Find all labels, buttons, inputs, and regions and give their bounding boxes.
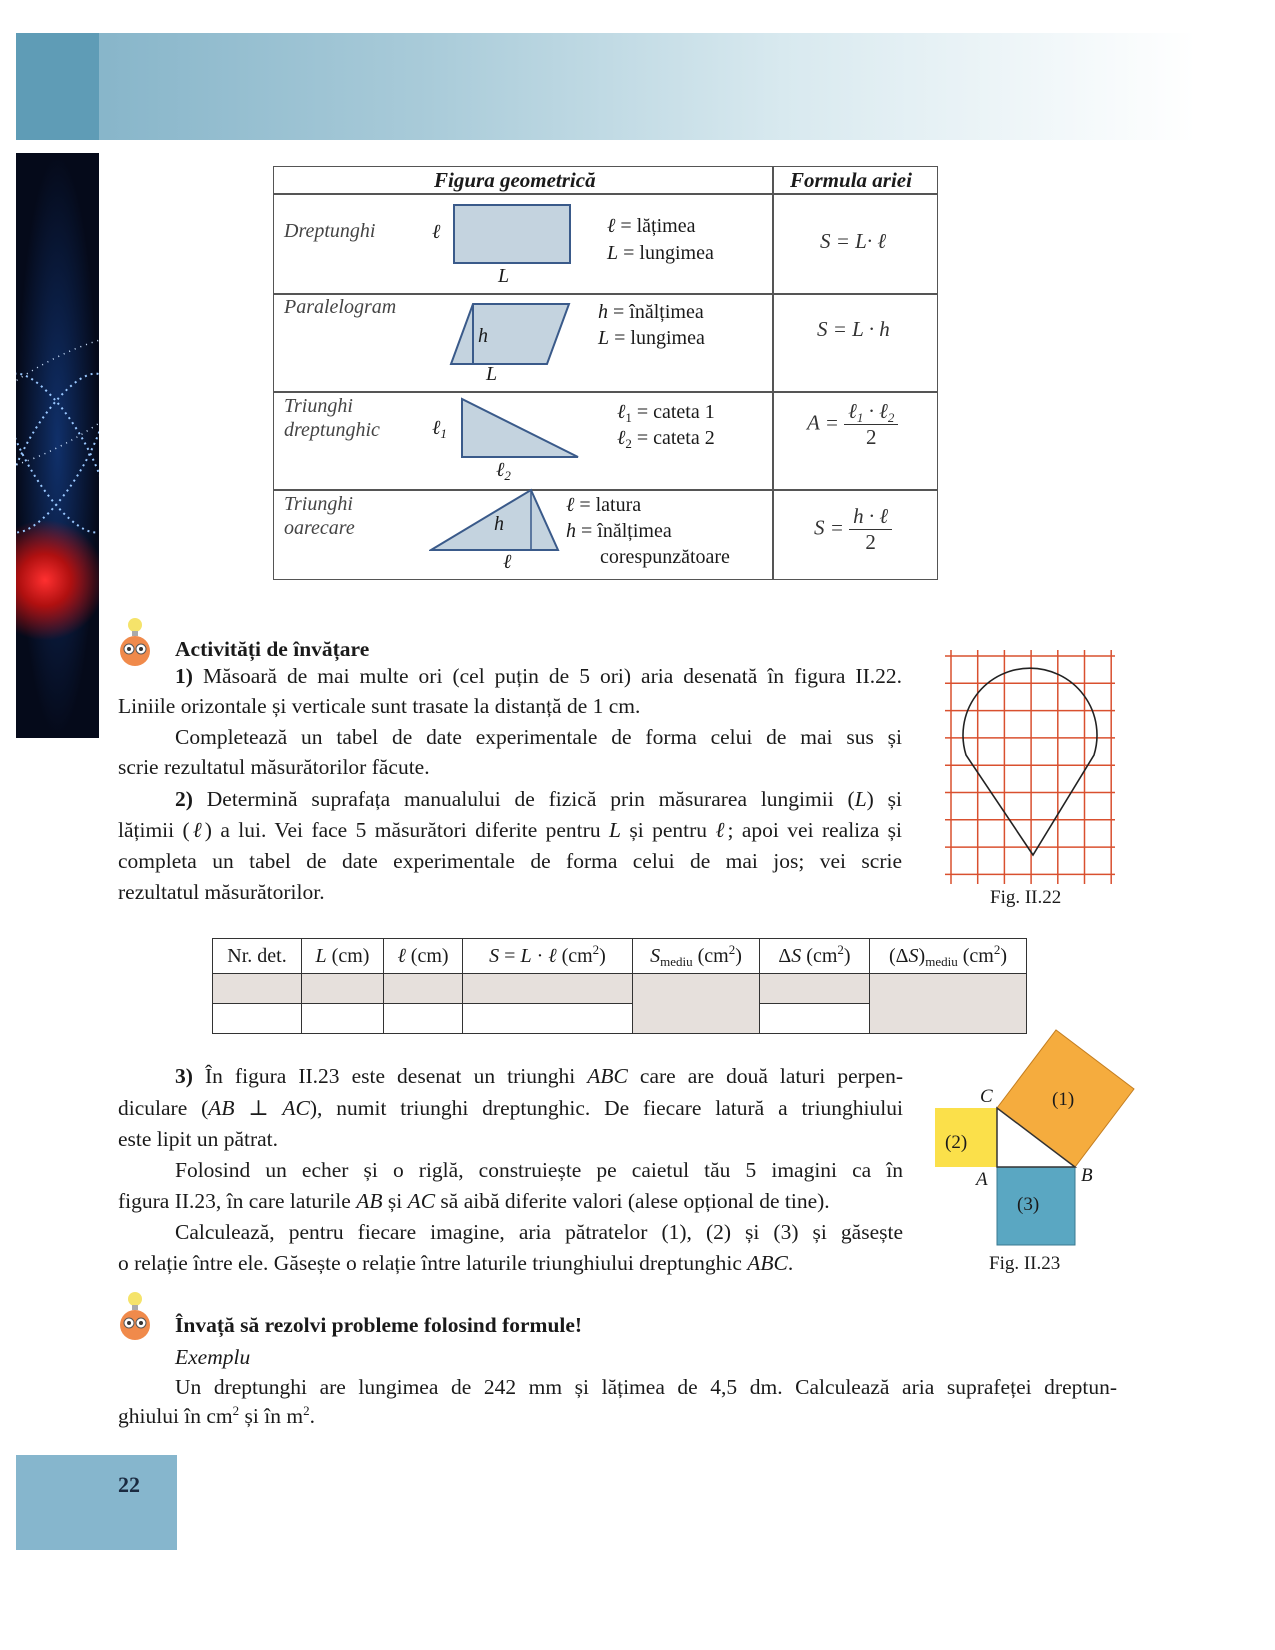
text-segment: ), numit triunghi dreptunghic. De fiecare latură a triunghiului: [309, 1096, 903, 1120]
text-segment: 2: [728, 941, 736, 957]
text-segment: ℓ: [397, 944, 406, 967]
text-segment: L: [520, 944, 532, 967]
side-label: h: [478, 325, 488, 347]
text-line: [118, 691, 640, 722]
text-segment: figura II.23, în care laturile: [118, 1189, 357, 1213]
legend-line: ℓ$_2$ = cateta 2: [617, 427, 715, 451]
activities-heading: Activități de învățare: [175, 637, 370, 661]
text-segment: Δ: [778, 944, 792, 967]
owl-lightbulb-icon: [118, 1290, 154, 1342]
text-segment: S: [908, 944, 919, 967]
side-label: L: [486, 363, 498, 385]
text-segment: să aibă diferite valori (alese opțional de tine).: [435, 1189, 830, 1213]
legend-line: h = înălțimea: [566, 520, 672, 542]
area-formulas-table: [273, 166, 938, 580]
text-segment: ℓ: [189, 818, 205, 842]
text-line: [118, 846, 902, 877]
text-segment: ABC: [747, 1251, 788, 1275]
text-segment: 3): [175, 1064, 193, 1088]
formula-rectangle: S = L· ℓ: [820, 229, 887, 253]
text-segment: L: [854, 787, 867, 811]
text-segment: Liniile orizontale și verticale sunt trasate la distanță de 1 cm.: [118, 694, 641, 718]
text-segment: și: [382, 1189, 408, 1213]
text-segment: (Δ: [889, 944, 909, 967]
text-segment: ; apoi vei realiza și: [727, 818, 902, 842]
text-segment: (cm: [556, 944, 593, 967]
text-line: [175, 1217, 903, 1248]
column-header: [870, 939, 1027, 974]
page-number-box: [16, 1455, 177, 1550]
text-segment: (cm): [405, 944, 449, 967]
formula-parallelogram: S = L · h: [817, 317, 890, 341]
text-segment: scrie rezultatul măsurătorilor făcute.: [118, 755, 430, 779]
text-segment: ): [843, 944, 851, 967]
column-header: [302, 939, 384, 974]
text-segment: completa un tabel de date experimentale de forma celui de mai jos; vei scrie: [118, 849, 902, 873]
page-number: 22: [118, 1472, 140, 1497]
text-segment: ·: [531, 944, 549, 967]
header-band: [16, 33, 1196, 140]
text-segment: =: [499, 944, 521, 967]
text-line: [118, 877, 325, 908]
text-line: [175, 1372, 1117, 1403]
text-segment: ℓ: [548, 944, 557, 967]
header-block: [16, 33, 99, 140]
text-segment: .: [787, 1251, 794, 1275]
text-segment: (cm: [801, 944, 838, 967]
text-segment: ) și: [866, 787, 902, 811]
vertex-a-label: A: [976, 1169, 988, 1190]
text-segment: și pentru: [620, 818, 716, 842]
figure-name-parallelogram: Paralelogram: [284, 296, 397, 318]
text-segment: S: [791, 944, 802, 967]
text-line: [175, 784, 902, 815]
text-segment: Determină suprafața manualului de fizică prin măsurarea lungimii (: [192, 787, 855, 811]
square-2-label: (2): [945, 1132, 968, 1153]
text-segment: .: [309, 1404, 315, 1428]
text-segment: 2: [592, 941, 600, 957]
text-segment: Un dreptunghi are lungimea de 242 mm și lățimea de 4,5 dm. Calculează aria suprafeței dreptun-: [175, 1375, 1117, 1399]
text-segment: este lipit un pătrat.: [118, 1127, 279, 1151]
vertex-b-label: B: [1081, 1165, 1093, 1186]
text-segment: ℓ: [715, 818, 728, 842]
text-segment: ): [918, 944, 926, 967]
text-segment: mediu: [660, 953, 693, 969]
square-1-label: (1): [1052, 1089, 1075, 1110]
header-figure: Figura geometrică: [434, 168, 596, 192]
text-segment: ): [735, 944, 742, 967]
text-segment: ): [599, 944, 606, 967]
vertex-c-label: C: [980, 1086, 993, 1107]
text-segment: Calculează, pentru fiecare imagine, aria pătratelor (1), (2) și (3) și găsește: [175, 1220, 903, 1244]
legend-line: L = lungimea: [607, 242, 714, 264]
figure-name-triangle: Triunghi oarecare: [284, 493, 355, 539]
text-segment: care are două laturi perpen-: [627, 1064, 903, 1088]
legend-line: h = înălțimea: [598, 301, 704, 323]
text-segment: În figura II.23 este desenat un triunghi: [192, 1064, 588, 1088]
text-segment: lățimii (: [118, 818, 190, 842]
text-segment: AB: [356, 1189, 383, 1213]
text-segment: L: [315, 944, 327, 967]
text-segment: 2: [993, 941, 1001, 957]
formula-right-triangle: A = $\frac{\ell_1 \cdot \ell_2}{2}$: [807, 399, 898, 450]
text-segment: Măsoară de mai multe ori (cel puțin de 5 ori) aria desenată în figura II.22.: [192, 664, 902, 688]
problems-heading: Învață să rezolvi probleme folosind formule!: [175, 1313, 583, 1337]
text-segment: rezultatul măsurătorilor.: [118, 880, 325, 904]
owl-lightbulb-icon: [118, 616, 154, 668]
text-line: [118, 1248, 793, 1279]
side-label: L: [498, 265, 510, 287]
decorative-atom-image: [16, 153, 99, 738]
legend-line: ℓ$_1$ = cateta 1: [617, 401, 715, 425]
text-line: [175, 1155, 903, 1186]
text-line: [118, 1093, 903, 1124]
atom-orbits-icon: [16, 153, 99, 738]
text-line: [175, 722, 902, 753]
teardrop-shape: [963, 668, 1097, 855]
text-segment: 1): [175, 664, 193, 688]
rectangle-shape: [452, 203, 572, 265]
text-segment: ghiului în cm: [118, 1404, 233, 1428]
text-segment: și în m: [239, 1404, 304, 1428]
fig-22-caption: Fig. II.22: [990, 887, 1062, 908]
text-segment: 2: [837, 941, 844, 957]
side-label: ℓ$_1$: [432, 417, 447, 441]
legend-line: ℓ = lățimea: [607, 215, 696, 237]
text-segment: S: [650, 944, 661, 967]
formula-triangle: S = $\frac{\text{h · ℓ}}{2}$: [814, 504, 892, 555]
text-segment: Completează un tabel de date experimentale de forma celui de mai sus și: [175, 725, 902, 749]
column-header: [384, 939, 463, 974]
fig-22-grid-drawing: [945, 650, 1117, 886]
text-segment: 2): [175, 787, 193, 811]
text-segment: L: [608, 818, 621, 842]
text-line: [118, 815, 902, 846]
header-formula: Formula ariei: [790, 168, 912, 192]
experiment-data-table: [212, 938, 1027, 1034]
text-segment: diculare (: [118, 1096, 209, 1120]
text-segment: AB: [208, 1096, 235, 1120]
text-segment: ) a lui. Vei face 5 măsurători diferite pentru: [204, 818, 609, 842]
side-label: ℓ: [432, 221, 441, 243]
text-segment: S: [489, 944, 500, 967]
text-segment: Nr. det.: [227, 944, 287, 967]
parallelogram-shape: [449, 302, 574, 366]
text-segment: mediu: [925, 953, 958, 969]
side-label: h: [494, 513, 504, 535]
fig-23-caption: Fig. II.23: [989, 1253, 1061, 1274]
text-segment: ): [1000, 944, 1007, 967]
side-label: ℓ$_2$: [496, 459, 511, 483]
text-line: [118, 1124, 278, 1155]
column-header: [463, 939, 633, 974]
text-segment: ⊥: [234, 1096, 283, 1120]
text-line: [175, 661, 902, 692]
legend-line: corespunzătoare: [600, 546, 730, 568]
text-line: [118, 1186, 830, 1217]
text-segment: 2: [303, 1403, 310, 1418]
text-segment: (cm): [326, 944, 370, 967]
right-triangle-shape: [460, 397, 580, 459]
text-line: [118, 752, 430, 783]
text-line: [118, 1401, 315, 1432]
text-line: [175, 1061, 903, 1092]
square-3-label: (3): [1017, 1194, 1040, 1215]
column-header: [760, 939, 870, 974]
legend-line: L = lungimea: [598, 327, 705, 349]
text-segment: 2: [232, 1403, 240, 1418]
text-segment: Folosind un echer și o riglă, construiește pe caietul tău 5 imagini ca în: [175, 1158, 903, 1182]
column-header: [213, 939, 302, 974]
text-segment: AC: [282, 1096, 310, 1120]
text-segment: ABC: [587, 1064, 628, 1088]
text-segment: o relație între ele. Găsește o relație între laturile triunghiului dreptunghic: [118, 1251, 748, 1275]
column-header: [633, 939, 760, 974]
example-label: Exemplu: [175, 1345, 251, 1369]
text-segment: (cm: [957, 944, 994, 967]
figure-name-rectangle: Dreptunghi: [284, 220, 376, 242]
text-segment: AC: [407, 1189, 436, 1213]
side-label: ℓ: [503, 551, 512, 573]
figure-name-right-triangle: Triunghi dreptunghic: [284, 395, 380, 441]
legend-line: ℓ = latura: [566, 494, 642, 516]
text-segment: (cm: [692, 944, 729, 967]
